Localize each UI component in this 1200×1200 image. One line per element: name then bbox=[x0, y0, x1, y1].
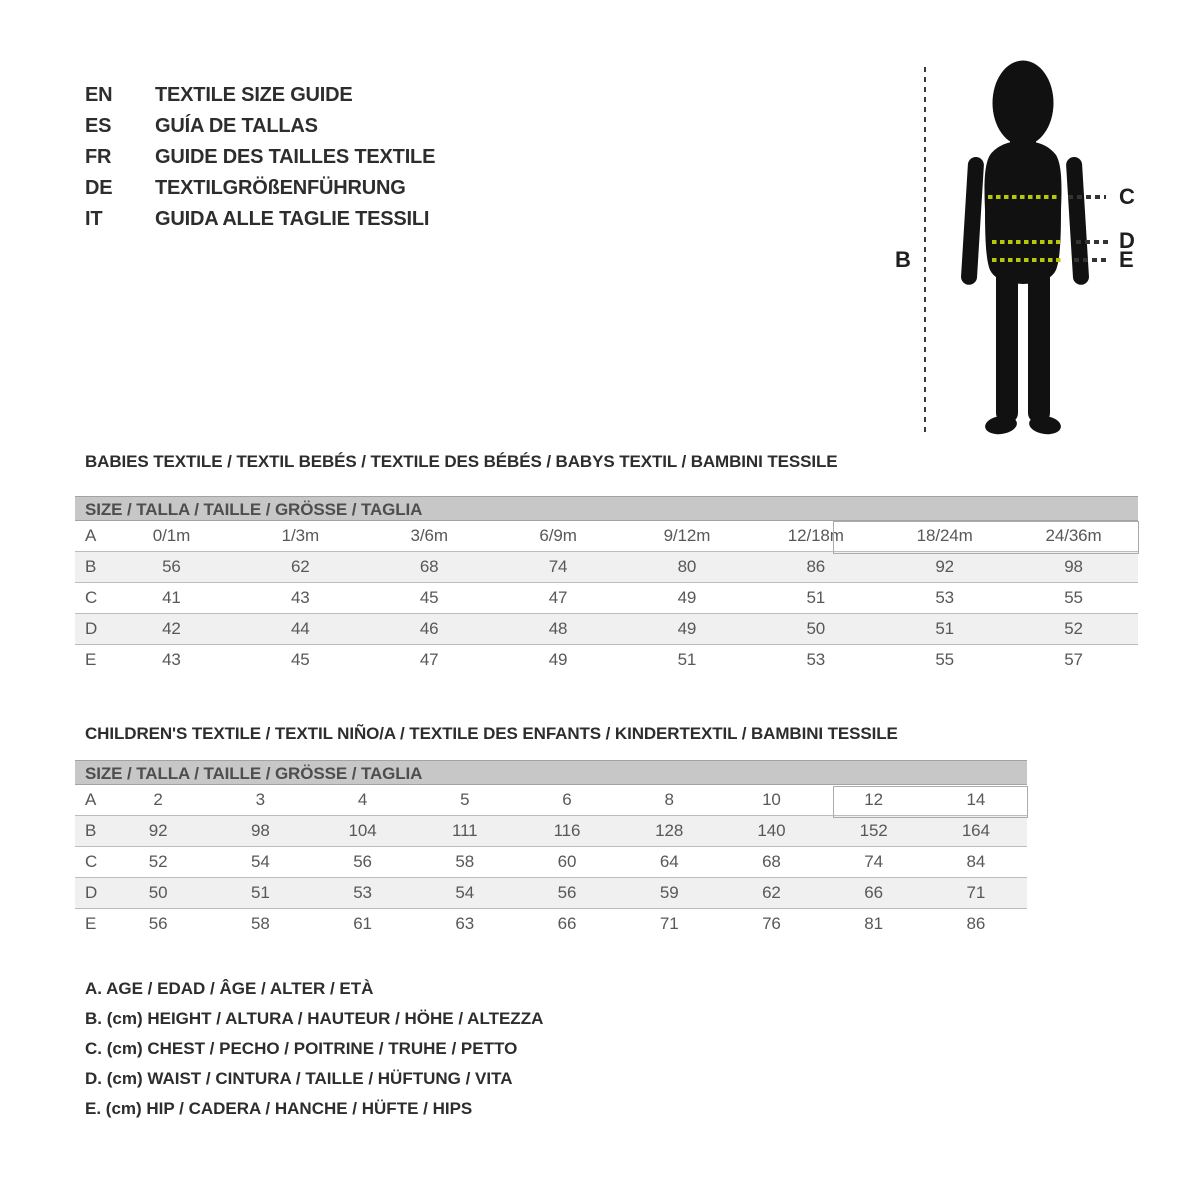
size-cell: 86 bbox=[966, 914, 986, 933]
size-cell: 53 bbox=[935, 588, 955, 607]
table-row bbox=[75, 816, 1027, 847]
size-cell: 3 bbox=[255, 790, 265, 809]
size-cell: 49 bbox=[677, 619, 697, 638]
size-cell: 9/12m bbox=[663, 526, 711, 545]
size-cell: 92 bbox=[148, 821, 168, 840]
size-cell: 43 bbox=[162, 650, 181, 669]
size-cell: 50 bbox=[148, 883, 168, 902]
table-row bbox=[75, 847, 1027, 878]
size-cell: 3/6m bbox=[410, 526, 448, 545]
size-cell: 18/24m bbox=[916, 526, 973, 545]
legend-line: E. (cm) HIP / CADERA / HANCHE / HÜFTE / HIPS bbox=[85, 1099, 473, 1118]
size-cell: 46 bbox=[419, 619, 439, 638]
row-label: C bbox=[85, 852, 98, 871]
children-table-header: SIZE / TALLA / TAILLE / GRÖSSE / TAGLIA bbox=[75, 760, 1027, 785]
hip-measure-line bbox=[992, 258, 1064, 262]
table-row bbox=[75, 552, 1138, 583]
size-cell: 4 bbox=[357, 790, 368, 809]
size-cell: 59 bbox=[659, 883, 679, 902]
size-cell: 116 bbox=[553, 821, 581, 840]
size-cell: 140 bbox=[757, 821, 786, 840]
size-cell: 63 bbox=[455, 914, 475, 933]
chest-connector-line bbox=[1068, 195, 1106, 199]
language-code: ES bbox=[85, 115, 112, 137]
size-cell: 43 bbox=[290, 588, 310, 607]
size-cell: 54 bbox=[250, 852, 270, 871]
row-label: D bbox=[85, 883, 98, 902]
size-cell: 56 bbox=[557, 883, 577, 902]
list-item bbox=[85, 142, 435, 173]
table-row bbox=[75, 521, 1138, 552]
size-cell: 66 bbox=[864, 883, 883, 902]
size-cell: 98 bbox=[250, 821, 270, 840]
row-label: A bbox=[85, 790, 97, 809]
child-silhouette-icon bbox=[940, 55, 1110, 445]
language-code: IT bbox=[85, 208, 103, 230]
legend-line: B. (cm) HEIGHT / ALTURA / HAUTEUR / HÖHE / ALTEZZA bbox=[85, 1009, 544, 1028]
size-cell: 58 bbox=[250, 914, 270, 933]
children-table-grid bbox=[75, 785, 1027, 939]
size-cell: 86 bbox=[806, 557, 826, 576]
size-cell: 56 bbox=[353, 852, 372, 871]
table-row bbox=[75, 614, 1138, 645]
size-cell: 61 bbox=[353, 914, 372, 933]
babies-table-grid bbox=[75, 521, 1138, 675]
size-cell: 54 bbox=[455, 883, 475, 902]
size-cell: 68 bbox=[419, 557, 439, 576]
row-label: E bbox=[85, 650, 97, 669]
size-cell: 47 bbox=[548, 588, 568, 607]
size-cell: 98 bbox=[1064, 557, 1083, 576]
language-title: GUIDA ALLE TAGLIE TESSILI bbox=[155, 208, 430, 230]
language-code: DE bbox=[85, 177, 113, 199]
size-cell: 51 bbox=[806, 588, 826, 607]
language-list bbox=[85, 80, 435, 235]
children-section-title: CHILDREN'S TEXTILE / TEXTIL NIÑO/A / TEXTILE DES ENFANTS / KINDERTEXTIL / BAMBINI TESSILE bbox=[85, 724, 898, 743]
table-row bbox=[75, 909, 1027, 940]
row-label: D bbox=[85, 619, 98, 638]
chest-measure-line bbox=[988, 195, 1058, 199]
legend-line: A. AGE / EDAD / ÂGE / ALTER / ETÀ bbox=[85, 979, 374, 998]
size-cell: 10 bbox=[762, 790, 781, 809]
list-item bbox=[85, 111, 435, 142]
size-cell: 60 bbox=[557, 852, 577, 871]
hip-measure-label: E bbox=[1119, 247, 1134, 272]
language-title: TEXTILGRÖßENFÜHRUNG bbox=[155, 177, 406, 199]
size-cell: 1/3m bbox=[281, 526, 320, 545]
language-title: GUIDE DES TAILLES TEXTILE bbox=[155, 146, 436, 168]
size-cell: 24/36m bbox=[1045, 526, 1102, 545]
list-item bbox=[85, 173, 435, 204]
size-cell: 48 bbox=[548, 619, 568, 638]
list-item bbox=[85, 80, 435, 111]
size-cell: 68 bbox=[762, 852, 781, 871]
size-cell: 5 bbox=[460, 790, 470, 809]
size-cell: 50 bbox=[806, 619, 826, 638]
size-cell: 53 bbox=[806, 650, 826, 669]
size-cell: 74 bbox=[548, 557, 568, 576]
table-row bbox=[75, 878, 1027, 909]
size-cell: 44 bbox=[290, 619, 310, 638]
size-cell: 51 bbox=[935, 619, 955, 638]
row-label: B bbox=[85, 557, 97, 576]
size-cell: 66 bbox=[557, 914, 577, 933]
size-cell: 74 bbox=[864, 852, 883, 871]
size-cell: 104 bbox=[348, 821, 377, 840]
size-cell: 45 bbox=[419, 588, 439, 607]
list-item bbox=[85, 204, 435, 235]
row-label: A bbox=[85, 526, 97, 545]
size-cell: 41 bbox=[162, 588, 181, 607]
children-size-table bbox=[75, 760, 1027, 939]
size-cell: 164 bbox=[961, 821, 990, 840]
size-cell: 6/9m bbox=[539, 526, 577, 545]
size-cell: 49 bbox=[548, 650, 568, 669]
size-cell: 71 bbox=[659, 914, 679, 933]
table-row bbox=[75, 583, 1138, 614]
language-title: GUÍA DE TALLAS bbox=[155, 115, 318, 137]
size-cell: 6 bbox=[562, 790, 572, 809]
size-cell: 92 bbox=[935, 557, 955, 576]
size-cell: 55 bbox=[935, 650, 955, 669]
size-cell: 51 bbox=[250, 883, 270, 902]
row-label: B bbox=[85, 821, 97, 840]
size-cell: 45 bbox=[290, 650, 310, 669]
legend-line: D. (cm) WAIST / CINTURA / TAILLE / HÜFTUNG / VITA bbox=[85, 1069, 513, 1088]
row-label: E bbox=[85, 914, 97, 933]
size-cell: 128 bbox=[655, 821, 684, 840]
hip-connector-line bbox=[1074, 258, 1108, 262]
size-cell: 57 bbox=[1064, 650, 1083, 669]
babies-section-title: BABIES TEXTILE / TEXTIL BEBÉS / TEXTILE DES BÉBÉS / BABYS TEXTIL / BAMBINI TESSILE bbox=[85, 452, 838, 471]
size-cell: 12 bbox=[864, 790, 883, 809]
size-cell: 81 bbox=[864, 914, 883, 933]
size-cell: 64 bbox=[659, 852, 679, 871]
babies-size-table bbox=[75, 496, 1138, 675]
size-cell: 62 bbox=[762, 883, 781, 902]
row-label: C bbox=[85, 588, 98, 607]
size-cell: 53 bbox=[353, 883, 372, 902]
size-cell: 111 bbox=[451, 821, 478, 840]
table-row bbox=[75, 645, 1138, 676]
size-cell: 55 bbox=[1064, 588, 1083, 607]
size-cell: 0/1m bbox=[152, 526, 191, 545]
waist-measure-line bbox=[992, 240, 1060, 244]
language-code: EN bbox=[85, 84, 113, 106]
size-cell: 52 bbox=[148, 852, 168, 871]
height-measure-line bbox=[924, 67, 926, 433]
size-cell: 14 bbox=[966, 790, 986, 809]
size-cell: 49 bbox=[677, 588, 697, 607]
table-row bbox=[75, 785, 1027, 816]
language-title: TEXTILE SIZE GUIDE bbox=[155, 84, 353, 106]
size-cell: 42 bbox=[162, 619, 181, 638]
size-cell: 152 bbox=[859, 821, 888, 840]
waist-connector-line bbox=[1076, 240, 1108, 244]
legend-line: C. (cm) CHEST / PECHO / POITRINE / TRUHE / PETTO bbox=[85, 1039, 518, 1058]
size-cell: 8 bbox=[664, 790, 674, 809]
size-cell: 56 bbox=[162, 557, 181, 576]
size-cell: 80 bbox=[677, 557, 697, 576]
size-cell: 47 bbox=[419, 650, 439, 669]
size-cell: 58 bbox=[455, 852, 475, 871]
size-cell: 56 bbox=[148, 914, 168, 933]
chest-measure-label: C bbox=[1119, 184, 1135, 209]
height-measure-label: B bbox=[895, 247, 911, 272]
size-cell: 84 bbox=[966, 852, 986, 871]
language-code: FR bbox=[85, 146, 112, 168]
size-cell: 2 bbox=[153, 790, 163, 809]
size-cell: 76 bbox=[762, 914, 781, 933]
measure-legend bbox=[85, 974, 543, 1124]
size-cell: 12/18m bbox=[787, 526, 844, 545]
size-cell: 71 bbox=[966, 883, 986, 902]
waist-measure-label: D bbox=[1119, 228, 1135, 253]
babies-table-header: SIZE / TALLA / TAILLE / GRÖSSE / TAGLIA bbox=[75, 496, 1138, 521]
size-cell: 52 bbox=[1064, 619, 1083, 638]
size-cell: 62 bbox=[290, 557, 310, 576]
size-cell: 51 bbox=[677, 650, 697, 669]
